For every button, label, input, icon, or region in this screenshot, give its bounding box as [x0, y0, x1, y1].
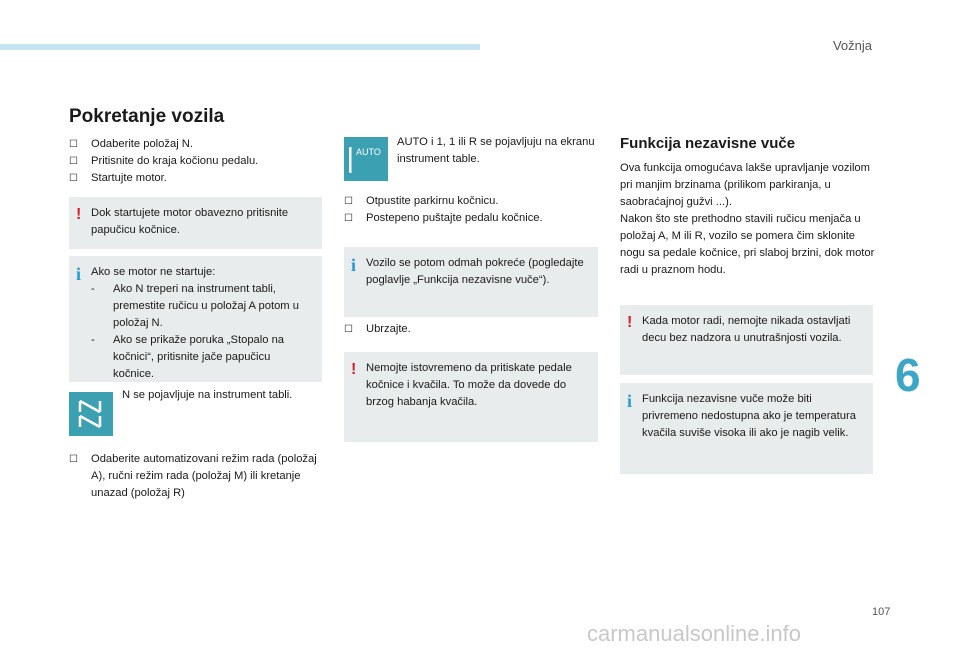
page-title: Pokretanje vozila: [69, 106, 225, 127]
warning-icon: !: [627, 314, 633, 331]
warning-box: ! Kada motor radi, nemojte nikada ostavljati decu bez nadzora u unutrašnjosti vozila.: [620, 305, 873, 375]
release-steps: [344, 193, 599, 227]
section-title: Vožnja: [832, 38, 872, 53]
list-item: - Ako se prikaže poruka „Stopalo na kočnici“, pritisnite jače papučicu kočnice.: [91, 334, 285, 380]
warning-icon: !: [351, 361, 357, 378]
info-icon: i: [351, 255, 357, 275]
info-box: i Ako se motor ne startuje: - Ako N treperi na instrument tabli, premestite ručicu u položaj A potom u položaj N. - Ako se prikaže poruka „Stopalo na kočnici“, pritisnite jače papučicu kočnice.: [69, 256, 322, 382]
list-item: ☐ Postepeno puštajte pedalu kočnice.: [344, 212, 543, 224]
page-number: 107: [872, 606, 891, 618]
warning-icon: !: [76, 206, 82, 223]
warning-box: ! Dok startujete motor obavezno pritisnite papučicu kočnice.: [69, 197, 322, 249]
warning-box: ! Nemojte istovremeno da pritiskate pedale kočnice i kvačila. To može da dovede do brzog habanja kvačila.: [344, 352, 598, 442]
watermark: carmanualsonline.info: [587, 621, 802, 646]
auto-note: AUTO i 1, 1 ili R se pojavljuju na ekranu instrument table.: [397, 136, 595, 165]
info-box: i Vozilo se potom odmah pokreće (pogledajte poglavlje „Funkcija nezavisne vuče“).: [344, 247, 598, 317]
info-icon: i: [627, 391, 633, 411]
svg-text:AUTO: AUTO: [356, 147, 381, 157]
list-item: - Ako N treperi na instrument tabli, premestite ručicu u položaj A potom u položaj N.: [91, 283, 299, 329]
list-item: ☐ Odaberite automatizovani režim rada (položaj A), ručni režim rada (položaj M) ili kretanje unazad (položaj R): [69, 453, 317, 499]
header-bar: [0, 44, 480, 50]
info-icon: i: [76, 264, 82, 284]
info-box: i Funkcija nezavisne vuče može biti privremeno nedostupna ako je temperatura kvačila suviše visoka ili ako je nagib velik.: [620, 383, 873, 474]
list-item: ☐ Startujte motor.: [69, 172, 167, 184]
list-item: ☐ Otpustite parkirnu kočnicu.: [344, 195, 499, 207]
chapter-tab: 6: [895, 349, 921, 401]
n-display-icon: [69, 392, 113, 436]
auto-display-icon: [344, 137, 388, 181]
list-item: ☐ Odaberite položaj N.: [69, 138, 193, 150]
paragraph: Ova funkcija omogućava lakše upravljanje vozilom pri manjim brzinama (prilikom parkiranja, u saobraćajnoj gužvi ...).: [620, 162, 870, 208]
list-item: ☐ Pritisnite do kraja kočionu pedalu.: [69, 155, 259, 167]
mode-step: [69, 451, 324, 502]
paragraph: Nakon što ste prethodno stavili ručicu menjača u položaj A, M ili R, vozilo se pomera čim sklonite nogu sa pedale kočnice, pri slaboj brzini, dok motor radi u praznom hodu.: [620, 213, 875, 276]
list-item: ☐ Ubrzajte.: [344, 323, 411, 335]
n-note: N se pojavljuje na instrument tabli.: [122, 389, 293, 401]
start-steps: [69, 136, 319, 187]
accelerate-step: [344, 321, 599, 338]
section-heading: Funkcija nezavisne vuče: [620, 135, 796, 152]
